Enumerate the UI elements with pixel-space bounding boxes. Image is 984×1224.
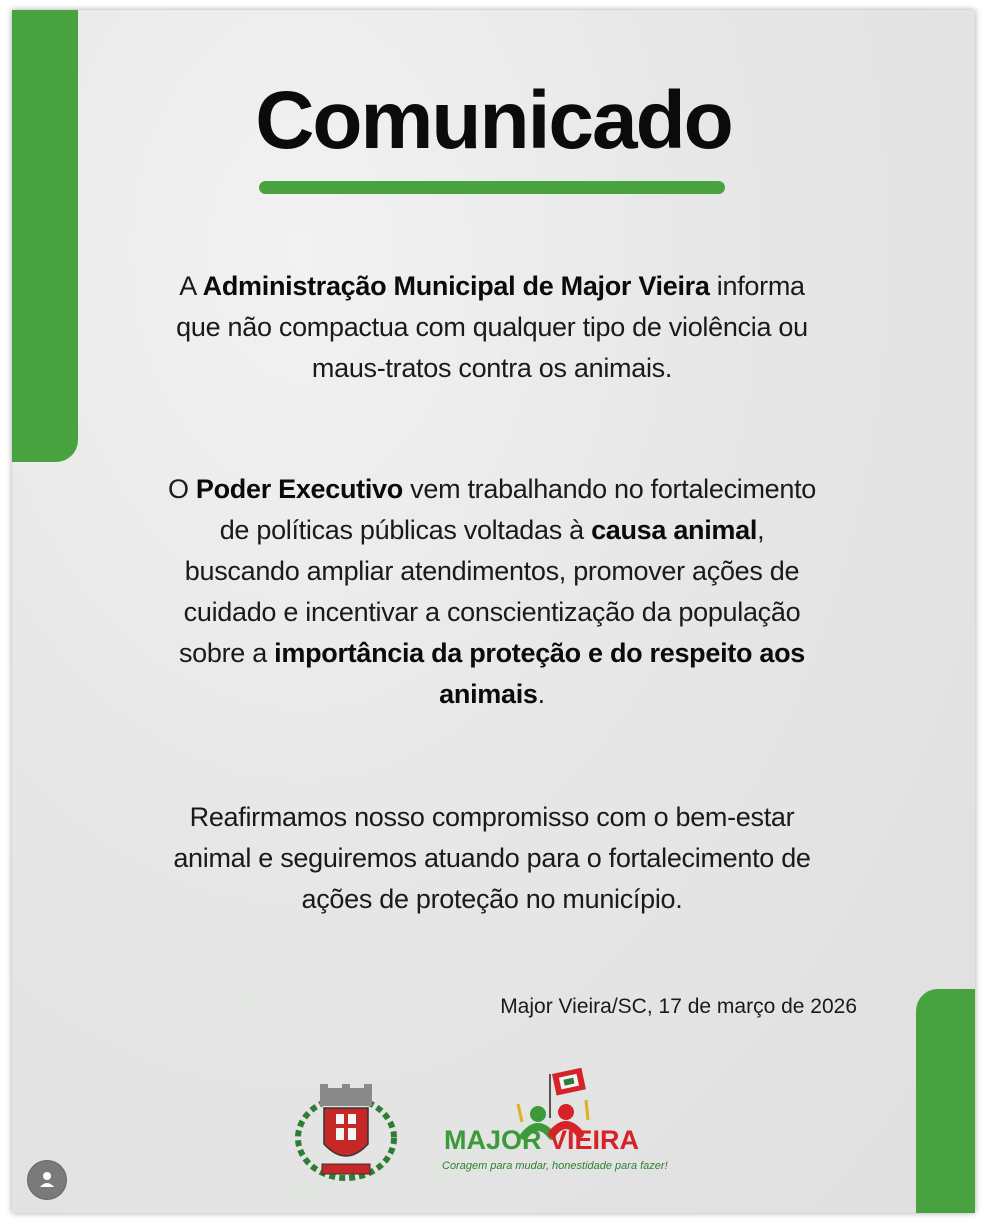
title-underline [259, 181, 725, 194]
paragraph-1: A Administração Municipal de Major Vieira informa que não compactua com qualquer tipo de violência ou maus-tratos contra os animais. [176, 271, 808, 383]
green-accent-right [916, 989, 975, 1213]
municipal-coat-of-arms-icon [292, 1078, 400, 1184]
logo-slogan: Coragem para mudar, honestidade para fazer! [442, 1160, 668, 1172]
user-avatar-icon[interactable] [27, 1160, 67, 1200]
logo-wordmark: MAJOR VIEIRA [444, 1125, 640, 1155]
paragraph-2: O Poder Executivo vem trabalhando no fortalecimento de políticas públicas voltadas à causa animal, buscando ampliar atendimentos, promover ações de cuidado e incentivar a conscientização da população sobre a importância da proteção e do respeito aos animais. [167, 474, 817, 709]
dateline: Major Vieira/SC, 17 de março de 2026 [500, 995, 857, 1018]
post-card [12, 10, 975, 1213]
page-title: Comunicado [255, 75, 732, 166]
paragraph-3: Reafirmamos nosso compromisso com o bem-estar animal e seguiremos atuando para o fortalecimento de ações de proteção no município. [173, 802, 811, 914]
